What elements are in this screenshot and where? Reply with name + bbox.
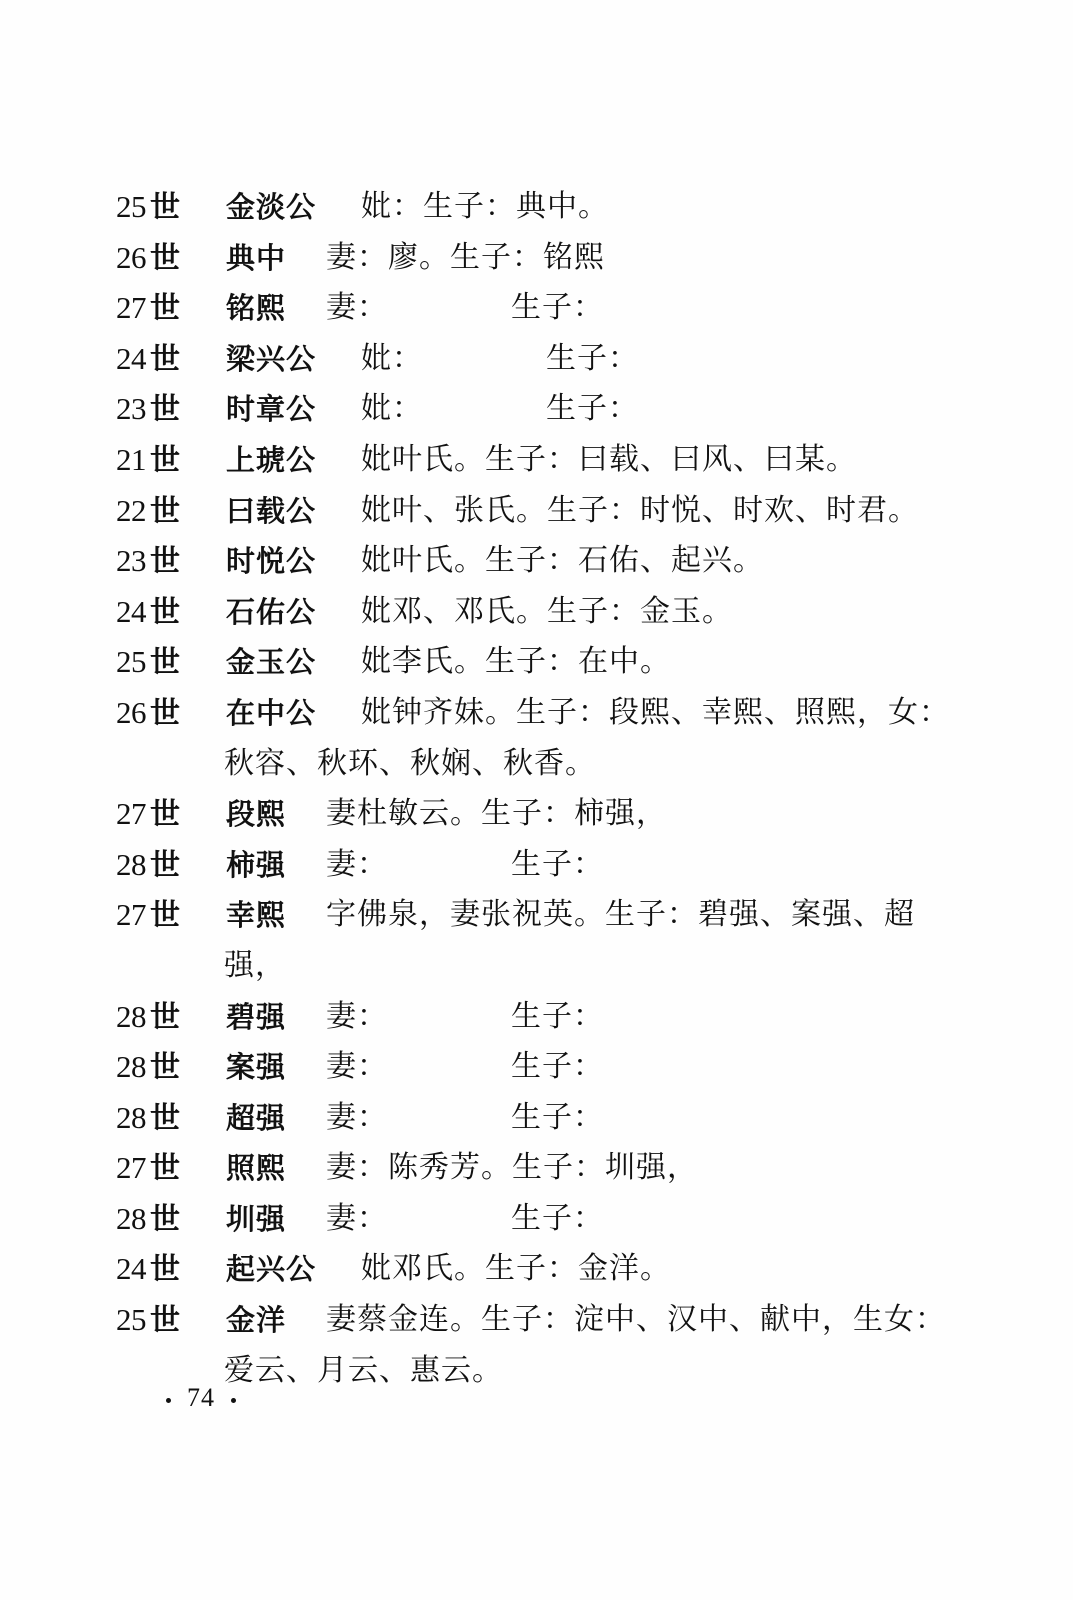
generation-number: 27 [116, 796, 146, 832]
generation-label [116, 233, 206, 285]
bullet-dot-left [166, 1398, 171, 1403]
genealogy-entry [116, 789, 966, 840]
generation-suffix: 世 [150, 1050, 180, 1086]
person-name: 时章公 [226, 392, 317, 427]
detail-text: 妣叶、张氏。生子：时悦、时欢、时君。 [361, 492, 919, 528]
spouse-children-detail [326, 992, 604, 1043]
generation-suffix: 世 [150, 797, 180, 833]
generation-number: 24 [116, 1251, 146, 1287]
genealogy-entry [116, 1194, 966, 1245]
person-name: 梁兴公 [226, 341, 317, 376]
page-number-value: 74 [187, 1383, 215, 1412]
generation-suffix: 世 [150, 240, 180, 276]
spouse-children-detail [361, 334, 639, 385]
generation-number: 26 [116, 239, 146, 275]
detail-text: 妻： [326, 846, 388, 882]
person-name: 曰载公 [226, 493, 317, 528]
generation-label [116, 435, 206, 487]
generation-label [116, 384, 206, 436]
person-name: 照熙 [226, 1151, 287, 1186]
children-label: 生子： [546, 391, 639, 427]
generation-label [116, 789, 206, 841]
generation-suffix: 世 [150, 544, 180, 580]
person-name: 石佑公 [226, 594, 317, 629]
detail-text: 妻： [326, 998, 388, 1034]
generation-suffix: 世 [150, 493, 180, 529]
generation-suffix: 世 [150, 392, 180, 428]
generation-number: 28 [116, 998, 146, 1034]
person-name: 圳强 [226, 1201, 287, 1236]
children-label: 生子： [511, 1200, 604, 1236]
genealogy-entry [116, 1042, 966, 1093]
detail-text: 妣邓、邓氏。生子：金玉。 [361, 593, 733, 629]
generation-label [116, 1093, 206, 1145]
generation-number: 26 [116, 694, 146, 730]
generation-label [116, 182, 206, 234]
spouse-children-detail [326, 1295, 946, 1346]
generation-number: 25 [116, 189, 146, 224]
spouse-children-detail [326, 1143, 698, 1194]
person-name: 铭熙 [226, 291, 287, 326]
children-label: 生子： [511, 846, 604, 882]
generation-suffix: 世 [150, 190, 180, 225]
generation-number: 24 [116, 593, 146, 629]
generation-suffix: 世 [150, 594, 180, 630]
generation-number: 28 [116, 1200, 146, 1236]
detail-text: 妣钟齐妹。生子：段熙、幸熙、照熙，女： [361, 694, 950, 730]
generation-suffix: 世 [150, 999, 180, 1035]
spouse-children-detail [361, 486, 919, 537]
generation-number: 24 [116, 340, 146, 376]
generation-label [116, 283, 206, 335]
detail-text: 妣邓氏。生子：金洋。 [361, 1251, 671, 1287]
genealogy-entry [116, 637, 966, 688]
generation-suffix: 世 [150, 847, 180, 883]
page-number [150, 1383, 252, 1413]
detail-text: 妻： [326, 1099, 388, 1135]
person-name: 超强 [226, 1100, 287, 1135]
spouse-children-detail [326, 840, 604, 891]
person-name: 金淡公 [226, 190, 317, 224]
detail-text: 妻蔡金连。生子：淀中、汉中、献中，生女： [326, 1302, 946, 1338]
generation-suffix: 世 [150, 442, 180, 478]
spouse-children-detail [326, 890, 915, 941]
generation-suffix: 世 [150, 1201, 180, 1237]
genealogy-entry [116, 1295, 966, 1346]
person-name: 金洋 [226, 1303, 287, 1338]
generation-suffix: 世 [150, 341, 180, 377]
spouse-children-detail [361, 587, 733, 638]
detail-text: 字佛泉，妻张祝英。生子：碧强、案强、超 [326, 897, 915, 933]
generation-label [116, 334, 206, 386]
generation-number: 22 [116, 492, 146, 528]
generation-label [116, 637, 206, 689]
continuation-line: 爱云、月云、惠云。 [224, 1352, 503, 1388]
generation-label [116, 840, 206, 892]
generation-number: 23 [116, 543, 146, 579]
spouse-children-detail [326, 1042, 604, 1093]
detail-text: 妣李氏。生子：在中。 [361, 644, 671, 680]
generation-label [116, 1194, 206, 1246]
generation-label [116, 486, 206, 538]
generation-suffix: 世 [150, 898, 180, 934]
generation-label [116, 536, 206, 588]
children-label: 生子： [511, 1099, 604, 1135]
genealogy-entry [116, 486, 966, 537]
generation-suffix: 世 [150, 1303, 180, 1339]
detail-text: 妻： [326, 290, 388, 326]
spouse-children-detail [361, 182, 609, 233]
detail-text: 妣叶氏。生子：曰载、曰风、曰某。 [361, 441, 857, 477]
detail-text: 妣：生子：典中。 [361, 189, 609, 224]
generation-suffix: 世 [150, 1252, 180, 1288]
person-name: 典中 [226, 240, 287, 275]
generation-number: 28 [116, 846, 146, 882]
generation-suffix: 世 [150, 695, 180, 731]
generation-number: 27 [116, 290, 146, 326]
generation-label [116, 890, 206, 942]
generation-suffix: 世 [150, 1100, 180, 1136]
generation-label [116, 1042, 206, 1094]
generation-label [116, 992, 206, 1044]
detail-text: 妣叶氏。生子：石佑、起兴。 [361, 543, 764, 579]
generation-number: 28 [116, 1049, 146, 1085]
spouse-children-detail [361, 384, 639, 435]
generation-number: 25 [116, 644, 146, 680]
generation-number: 27 [116, 1150, 146, 1186]
spouse-children-detail [326, 1093, 604, 1144]
genealogy-entry [116, 1093, 966, 1144]
generation-label [116, 587, 206, 639]
spouse-children-detail [326, 1194, 604, 1245]
genealogy-entry [116, 992, 966, 1043]
spouse-children-detail [326, 283, 604, 334]
spouse-children-detail [361, 435, 857, 486]
detail-text: 妻杜敏云。生子：柿强， [326, 796, 667, 832]
genealogy-entry [116, 334, 966, 385]
person-name: 柿强 [226, 847, 287, 882]
detail-text: 妻： [326, 1200, 388, 1236]
genealogy-entry [116, 840, 966, 891]
generation-label [116, 1295, 206, 1347]
bullet-dot-right [231, 1398, 236, 1403]
detail-text: 妣： [361, 340, 423, 376]
generation-number: 23 [116, 391, 146, 427]
spouse-children-detail [361, 536, 764, 587]
spouse-children-detail [361, 1244, 671, 1295]
spouse-children-detail [361, 688, 950, 739]
genealogy-entries [116, 182, 966, 1396]
children-label: 生子： [511, 290, 604, 326]
genealogy-entry [116, 233, 966, 284]
detail-text: 妻： [326, 1049, 388, 1085]
genealogy-entry [116, 182, 966, 233]
generation-number: 21 [116, 441, 146, 477]
generation-suffix: 世 [150, 1151, 180, 1187]
genealogy-entry [116, 435, 966, 486]
children-label: 生子： [511, 1049, 604, 1085]
spouse-children-detail [361, 637, 671, 688]
genealogy-entry [116, 283, 966, 334]
person-name: 碧强 [226, 999, 287, 1034]
children-label: 生子： [511, 998, 604, 1034]
continuation-line: 秋容、秋环、秋娴、秋香。 [224, 745, 596, 781]
genealogy-entry [116, 890, 966, 941]
genealogy-entry [116, 1143, 966, 1194]
person-name: 在中公 [226, 695, 317, 730]
person-name: 时悦公 [226, 544, 317, 579]
genealogy-entry [116, 1244, 966, 1295]
generation-suffix: 世 [150, 291, 180, 327]
spouse-children-detail [326, 789, 667, 840]
genealogy-entry [116, 384, 966, 435]
spouse-children-detail [326, 233, 605, 284]
person-name: 上琥公 [226, 442, 317, 477]
person-name: 金玉公 [226, 645, 317, 680]
detail-text: 妻：廖。生子：铭熙 [326, 239, 605, 275]
genealogy-entry [116, 536, 966, 587]
detail-text: 妻：陈秀芳。生子：圳强， [326, 1150, 698, 1186]
generation-number: 28 [116, 1099, 146, 1135]
continuation-line: 强， [224, 947, 286, 983]
generation-label [116, 1244, 206, 1296]
genealogy-entry [116, 587, 966, 638]
generation-number: 25 [116, 1302, 146, 1338]
detail-text: 妣： [361, 391, 423, 427]
generation-label [116, 688, 206, 740]
generation-suffix: 世 [150, 645, 180, 681]
children-label: 生子： [546, 340, 639, 376]
genealogy-entry [116, 688, 966, 739]
generation-number: 27 [116, 897, 146, 933]
person-name: 段熙 [226, 797, 287, 832]
person-name: 案强 [226, 1050, 287, 1085]
person-name: 幸熙 [226, 898, 287, 933]
generation-label [116, 1143, 206, 1195]
person-name: 起兴公 [226, 1252, 317, 1287]
